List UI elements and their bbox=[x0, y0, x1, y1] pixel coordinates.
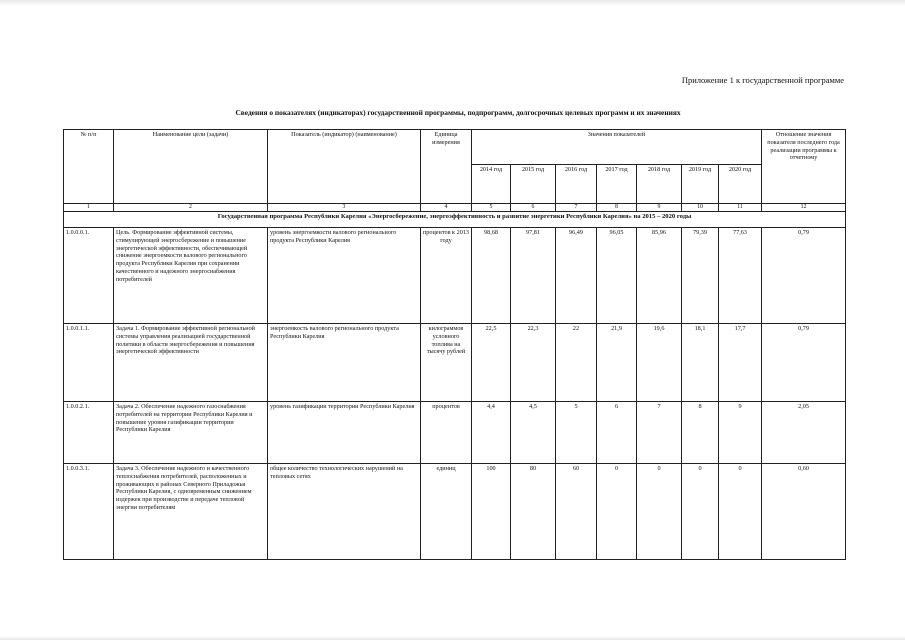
column-number: 4 bbox=[421, 204, 472, 212]
column-number: 11 bbox=[719, 204, 762, 212]
program-title: Государственная программа Республики Карелия «Энергосбережение, энергоэффективность и развитие энергетики Республики Карелия» на 2015 – 2020 годы bbox=[64, 212, 846, 228]
row-goal: Задача 1. Формирование эффективной региональной системы управления реализацией государственной политики в области энергосбережения и повышения энергетической эффективности bbox=[114, 324, 268, 402]
row-value: 96,05 bbox=[597, 228, 637, 324]
row-num: 1.0.0.3.1. bbox=[64, 464, 114, 560]
row-value: 98,68 bbox=[472, 228, 511, 324]
row-num: 1.0.0.2.1. bbox=[64, 402, 114, 464]
row-value: 22 bbox=[556, 324, 597, 402]
program-title-row bbox=[64, 212, 846, 228]
column-number: 12 bbox=[762, 204, 846, 212]
header-goal: Наименование цели (задачи) bbox=[114, 130, 268, 204]
row-value: 60 bbox=[556, 464, 597, 560]
row-value: 96,49 bbox=[556, 228, 597, 324]
row-value: 19,6 bbox=[637, 324, 682, 402]
row-value: 0 bbox=[682, 464, 719, 560]
row-value: 22,3 bbox=[511, 324, 556, 402]
scan-edge-top bbox=[0, 0, 905, 6]
row-value: 5 bbox=[556, 402, 597, 464]
row-value: 100 bbox=[472, 464, 511, 560]
row-value: 4,5 bbox=[511, 402, 556, 464]
row-value: 17,7 bbox=[719, 324, 762, 402]
header-year: 2016 год bbox=[556, 165, 597, 204]
row-num: 1.0.0.1.1. bbox=[64, 324, 114, 402]
header-year: 2018 год bbox=[637, 165, 682, 204]
header-year: 2015 год bbox=[511, 165, 556, 204]
header-indicator: Показатель (индикатор) (наименование) bbox=[268, 130, 421, 204]
row-value: 0 bbox=[597, 464, 637, 560]
row-value: 18,1 bbox=[682, 324, 719, 402]
row-value: 77,63 bbox=[719, 228, 762, 324]
row-value: 0 bbox=[719, 464, 762, 560]
row-value: 97,81 bbox=[511, 228, 556, 324]
document-title: Сведения о показателях (индикаторах) государственной программы, подпрограмм, долгосрочных целевых программ и их значениях bbox=[235, 108, 681, 117]
row-indicator: уровень энергоемкости валового регионального продукта Республики Карелия bbox=[268, 228, 421, 324]
row-value: 9 bbox=[719, 402, 762, 464]
row-value: 85,96 bbox=[637, 228, 682, 324]
indicators-table bbox=[63, 129, 846, 560]
row-ratio: 2,05 bbox=[762, 402, 846, 464]
row-goal: Цель. Формирование эффективной системы, стимулирующей энергосбережение и повышение энергетической эффективности, обеспечивающей снижение энергоемкости валового регионального продукта Республики Карелия при сохранении качественного и надежного энергоснабжения потребителей bbox=[114, 228, 268, 324]
header-values-group: Значения показателей bbox=[472, 130, 762, 165]
column-number: 3 bbox=[268, 204, 421, 212]
row-unit: единиц bbox=[421, 464, 472, 560]
row-value: 80 bbox=[511, 464, 556, 560]
row-value: 79,39 bbox=[682, 228, 719, 324]
table-row bbox=[64, 324, 846, 402]
row-value: 22,5 bbox=[472, 324, 511, 402]
row-ratio: 0,79 bbox=[762, 228, 846, 324]
header-year: 2017 год bbox=[597, 165, 637, 204]
header-year: 2020 год bbox=[719, 165, 762, 204]
header-row-top bbox=[64, 130, 846, 165]
row-value: 8 bbox=[682, 402, 719, 464]
column-number: 6 bbox=[511, 204, 556, 212]
column-number: 2 bbox=[114, 204, 268, 212]
row-unit: процентов к 2013 году bbox=[421, 228, 472, 324]
row-indicator: общее количество технологических нарушений на тепловых сетях bbox=[268, 464, 421, 560]
column-number: 9 bbox=[637, 204, 682, 212]
row-ratio: 0,79 bbox=[762, 324, 846, 402]
appendix-label: Приложение 1 к государственной программе bbox=[681, 75, 844, 85]
header-year: 2014 год bbox=[472, 165, 511, 204]
row-value: 6 bbox=[597, 402, 637, 464]
row-goal: Задача 3. Обеспечение надежного и качественного теплоснабжения потребителей, расположенных и проживающих в районах Северного Приладожья Республики Карелия, с одновременным снижением издержек при производстве и передаче тепловой энергии потребителям bbox=[114, 464, 268, 560]
table-row bbox=[64, 228, 846, 324]
row-num: 1.0.0.0.1. bbox=[64, 228, 114, 324]
column-number: 1 bbox=[64, 204, 114, 212]
header-num: № п/п bbox=[64, 130, 114, 204]
column-number: 7 bbox=[556, 204, 597, 212]
row-unit: килограммов условного топлива на тысячу рублей bbox=[421, 324, 472, 402]
header-ratio: Отношение значения показателя последнего года реализации программы к отчетному bbox=[762, 130, 846, 204]
scan-edge-bottom bbox=[0, 636, 905, 640]
header-unit: Единица измерения bbox=[421, 130, 472, 204]
row-ratio: 0,60 bbox=[762, 464, 846, 560]
row-value: 0 bbox=[637, 464, 682, 560]
row-value: 7 bbox=[637, 402, 682, 464]
table-row bbox=[64, 402, 846, 464]
column-number-row bbox=[64, 204, 846, 212]
row-value: 4,4 bbox=[472, 402, 511, 464]
column-number: 8 bbox=[597, 204, 637, 212]
table-row bbox=[64, 464, 846, 560]
column-number: 5 bbox=[472, 204, 511, 212]
header-year: 2019 год bbox=[682, 165, 719, 204]
column-number: 10 bbox=[682, 204, 719, 212]
row-indicator: уровень газификации территории Республики Карелия bbox=[268, 402, 421, 464]
row-unit: процентов bbox=[421, 402, 472, 464]
row-goal: Задача 2. Обеспечение надежного газоснабжения потребителей на территории Республики Карелия и повышение уровня газификации территории Республики Карелия bbox=[114, 402, 268, 464]
row-indicator: энергоемкость валового регионального продукта Республики Карелия bbox=[268, 324, 421, 402]
row-value: 21,9 bbox=[597, 324, 637, 402]
